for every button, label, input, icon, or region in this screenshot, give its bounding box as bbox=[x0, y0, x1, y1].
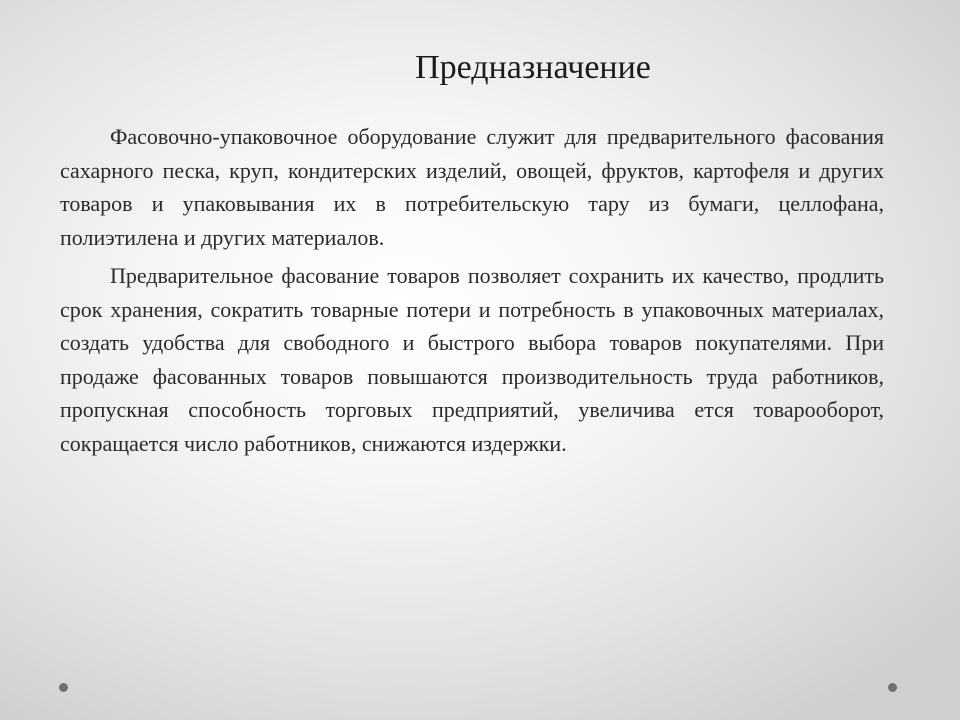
decorative-dot-right bbox=[888, 683, 897, 692]
decorative-dot-left bbox=[59, 683, 68, 692]
slide-title: Предназначение bbox=[415, 49, 651, 86]
body-paragraph-2: Предварительное фасование товаров позволяет сохранить их качество, продлить срок хранения, сократить товарные потери и потребность в упаковочных материалах, создать удобства для свободного и быстрого выбора товаров покупателями. При продаже фасованных товаров повышаются производительность труда работников, пропускная способность торговых предприятий, увеличива ется товарооборот, сокращается число работников, снижаются издержки. bbox=[60, 263, 884, 456]
body-paragraph-1: Фасовочно-упаковочное оборудование служит для предварительного фасования сахарного песка, круп, кондитерских изделий, овощей, фруктов, картофеля и других товаров и упаковывания их в потребительскую тару из бумаги, целлофана, полиэтилена и других материалов. bbox=[60, 124, 884, 250]
slide-body bbox=[60, 120, 884, 460]
